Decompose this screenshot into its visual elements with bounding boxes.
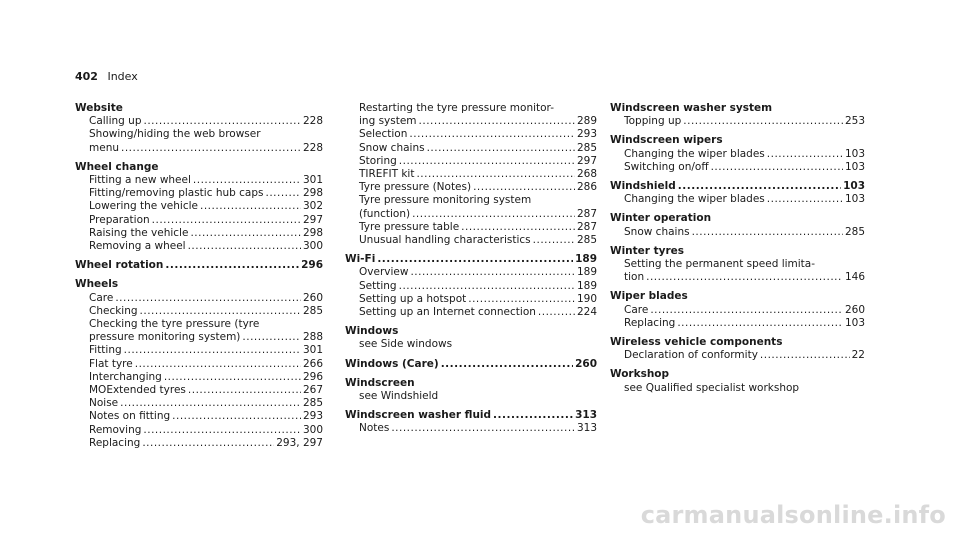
subentry-line [624,258,865,271]
page-ref: 266 [302,357,323,370]
index-subentry [75,187,323,200]
subentry-line [624,317,865,330]
index-subentry [610,382,865,395]
index-subentry [345,266,597,279]
index-entry [345,102,597,247]
page-ref: 298 [302,226,323,239]
subentry-text: Setting up an Internet connection [359,306,536,319]
index-subentry [345,338,597,351]
subentry-line [359,181,597,194]
index-heading [345,377,597,390]
index-heading [610,245,865,258]
index-subentry [610,193,865,206]
index-heading-text: Wheel rotation [75,259,164,272]
subentry-text: Snow chains [359,141,425,154]
dot-leader [427,142,575,155]
subentry-line [359,266,597,279]
dot-leader [711,161,843,174]
index-entry [345,358,597,371]
dot-leader [142,437,274,450]
subentry-text: Setting the permanent speed limita- [624,258,816,271]
index-entry [610,180,865,206]
index-subentry [345,128,597,141]
index-subentry [610,304,865,317]
dot-leader [120,397,301,410]
index-heading [345,253,597,266]
subentry-line [89,128,323,141]
page-ref: 298 [302,187,323,200]
page-ref: 285 [576,141,597,154]
index-subentry [75,200,323,213]
subentry-line [359,155,597,168]
dot-leader [646,271,843,284]
subentry-line [89,331,323,344]
subentry-text: MOExtended tyres [89,384,186,397]
index-heading-text: Website [75,102,123,114]
page-ref: 302 [302,200,323,213]
subentry-text: Restarting the tyre pressure monitor- [359,102,554,114]
index-heading [610,180,865,193]
subentry-text: Preparation [89,213,150,226]
subentry-text: Declaration of conformity [624,349,758,362]
dot-leader [493,409,573,422]
subentry-line [359,234,597,247]
subentry-line [624,115,865,128]
index-heading [610,102,865,115]
page-ref: 228 [302,141,323,154]
dot-leader [152,214,301,227]
subentry-line [359,390,597,403]
subentry-line [359,280,597,293]
dot-leader [461,221,575,234]
subentry-line [624,193,865,206]
dot-leader [468,293,575,306]
subentry-text: Removing [89,423,142,436]
page-ref: 267 [302,384,323,397]
index-heading-text: Windscreen washer system [610,102,773,114]
dot-leader [200,200,301,213]
subentry-text: Tyre pressure (Notes) [359,181,472,194]
subentry-text: Changing the wiper blades [624,193,765,206]
index-heading [610,290,865,303]
page-ref: 189 [575,253,597,266]
subentry-line [359,306,597,319]
subentry-line [624,226,865,239]
subentry-line [89,115,323,128]
dot-leader [164,371,301,384]
page-ref: 268 [576,168,597,181]
subentry-line [89,397,323,410]
dot-leader [399,280,575,293]
dot-leader [242,331,301,344]
subentry-text: Fitting a new wheel [89,174,191,187]
subentry-line [359,194,597,207]
page-ref: 297 [576,154,597,167]
subentry-line [89,410,323,423]
subentry-line [89,200,323,213]
subentry-text: see Qualified specialist workshop [624,381,800,394]
dot-leader [121,142,301,155]
dot-leader [677,317,843,330]
dot-leader [265,187,300,200]
index-heading-text: Windows (Care) [345,357,439,370]
subentry-line [624,304,865,317]
subentry-line [624,161,865,174]
subentry-text: Checking [89,304,138,317]
page-ref: 301 [302,344,323,357]
page-ref: 228 [302,115,323,128]
dot-leader [533,234,575,247]
subentry-line [89,318,323,331]
dot-leader [538,306,575,319]
index-column-1 [75,102,323,456]
index-column-2 [345,102,597,442]
subentry-text: TIREFIT kit [359,168,415,181]
subentry-text: Unusual handling characteristics [359,234,531,247]
dot-leader [140,305,301,318]
page-ref: 293 [302,410,323,423]
page-ref: 103 [843,180,865,193]
index-entry [345,253,597,319]
subentry-line [89,174,323,187]
page-number: 402 [75,70,98,83]
index-subentry [345,390,597,403]
page-ref: 260 [844,303,865,316]
subentry-text: Tyre pressure table [359,220,460,233]
subentry-line [89,344,323,357]
subentry-text: Noise [89,397,119,410]
subentry-line [359,221,597,234]
index-subentry [75,371,323,384]
index-subentry [75,128,323,154]
subentry-line [359,338,597,351]
index-subentry [345,168,597,181]
subentry-text: Raising the vehicle [89,226,189,239]
index-subentry [75,358,323,371]
dot-leader [377,253,573,266]
subentry-text: Selection [359,128,408,141]
subentry-text: Calling up [89,115,142,128]
index-heading-text: Windscreen wipers [610,134,723,147]
page-ref: 103 [844,160,865,173]
dot-leader [172,410,301,423]
index-heading [345,358,597,371]
subentry-line [359,422,597,435]
subentry-line [624,148,865,161]
dot-leader [419,115,575,128]
dot-leader [441,358,573,371]
subentry-text: Overview [359,266,409,279]
page-ref: 260 [302,291,323,304]
subentry-text: Setting up a hotspot [359,292,467,305]
index-subentry [345,422,597,435]
subentry-text: Interchanging [89,370,162,383]
subentry-line [359,102,597,115]
dot-leader [412,208,575,221]
page-title: Index [107,70,138,83]
subentry-line [89,384,323,397]
page-ref: 285 [844,225,865,238]
dot-leader [409,128,575,141]
dot-leader [188,240,301,253]
subentry-line [359,128,597,141]
dot-leader [135,358,301,371]
index-entry [345,409,597,435]
index-heading [345,325,597,338]
index-heading [610,336,865,349]
index-subentry [345,194,597,220]
index-heading [75,161,323,174]
index-heading [345,409,597,422]
index-heading-text: Windscreen washer fluid [345,409,492,422]
index-subentry [345,155,597,168]
dot-leader [144,115,301,128]
index-subentry [75,410,323,423]
subentry-line [89,424,323,437]
page-ref: 289 [576,115,597,128]
page-ref: 301 [302,174,323,187]
subentry-text: Snow chains [624,225,690,238]
index-subentry [610,349,865,362]
subentry-text: Setting [359,279,397,292]
index-heading-text: Workshop [610,368,670,381]
index-entry [75,259,323,272]
page-ref: 190 [576,292,597,305]
index-entry [75,161,323,253]
subentry-line [89,371,323,384]
index-subentry [345,280,597,293]
index-subentry [75,397,323,410]
index-entry [610,290,865,330]
index-heading [610,212,865,225]
dot-leader [193,174,301,187]
index-heading-text: Wheels [75,278,119,291]
page-ref: 285 [302,304,323,317]
index-subentry [75,318,323,344]
index-heading [75,259,323,272]
subentry-line [89,358,323,371]
subentry-text: Replacing [624,316,676,329]
page-ref: 293 [576,128,597,141]
subentry-text: Care [89,291,114,304]
index-heading-text: Winter operation [610,212,712,225]
page-ref: 293, 297 [276,436,323,449]
subentry-line [624,271,865,284]
index-entry [610,102,865,128]
index-subentry [75,344,323,357]
subentry-text: (function) [359,207,411,220]
page-ref: 146 [844,271,865,284]
subentry-text: Notes on fitting [89,410,171,423]
subentry-text: ing system [359,115,417,128]
watermark: carmanualsonline.info [640,501,946,529]
page-ref: 300 [302,240,323,253]
dot-leader [143,424,301,437]
dot-leader [391,422,575,435]
index-subentry [75,437,323,450]
subentry-text: pressure monitoring system) [89,331,241,344]
dot-leader [399,155,575,168]
index-heading-text: Winter tyres [610,244,685,257]
index-subentry [75,424,323,437]
index-subentry [345,306,597,319]
index-subentry [610,115,865,128]
index-subentry [345,181,597,194]
index-column-3 [610,102,865,401]
index-subentry [610,258,865,284]
page-ref: 313 [575,409,597,422]
subentry-text: tion [624,271,645,284]
subentry-text: Lowering the vehicle [89,200,198,213]
subentry-line [89,142,323,155]
page-ref: 260 [575,357,597,370]
index-subentry [345,102,597,128]
index-subentry [610,161,865,174]
index-subentry [75,214,323,227]
index-subentry [610,317,865,330]
index-subentry [345,221,597,234]
index-subentry [75,115,323,128]
index-heading-text: Windscreen [345,376,415,389]
page-ref: 189 [576,266,597,279]
dot-leader [767,148,843,161]
dot-leader [190,227,301,240]
page-ref: 189 [576,279,597,292]
index-heading [75,278,323,291]
subentry-text: Fitting [89,344,122,357]
subentry-text: Changing the wiper blades [624,147,765,160]
page-ref: 285 [576,234,597,247]
subentry-text: Fitting/removing plastic hub caps [89,187,264,200]
index-subentry [75,305,323,318]
page-ref: 103 [844,316,865,329]
subentry-line [359,168,597,181]
subentry-text: Topping up [624,115,682,128]
dot-leader [473,181,575,194]
subentry-line [624,349,865,362]
subentry-line [359,208,597,221]
page-ref: 285 [302,397,323,410]
subentry-text: Tyre pressure monitoring system [359,194,532,207]
index-heading-text: Wheel change [75,160,159,173]
index-heading-text: Windows [345,325,399,338]
page-ref: 22 [851,349,865,362]
index-heading [75,102,323,115]
index-subentry [610,148,865,161]
page-ref: 103 [844,193,865,206]
page-header [75,70,138,84]
index-entry [345,325,597,351]
subentry-line [89,292,323,305]
subentry-line [89,187,323,200]
dot-leader [650,304,843,317]
index-subentry [345,293,597,306]
dot-leader [188,384,301,397]
index-heading [610,368,865,381]
index-subentry [345,142,597,155]
index-heading-text: Wiper blades [610,290,688,303]
page-ref: 103 [844,147,865,160]
page-ref: 287 [576,220,597,233]
index-entry [610,336,865,362]
subentry-text: Replacing [89,436,141,449]
subentry-line [89,214,323,227]
index-entry [610,368,865,394]
subentry-line [89,437,323,450]
index-heading-text: Wi-Fi [345,253,376,266]
index-entry [345,377,597,403]
page-ref: 296 [302,370,323,383]
subentry-line [359,293,597,306]
index-entry [610,212,865,238]
index-entry [610,245,865,285]
dot-leader [683,115,843,128]
page-ref: 287 [576,207,597,220]
dot-leader [760,349,850,362]
index-subentry [610,226,865,239]
page-ref: 297 [302,213,323,226]
subentry-text: Flat tyre [89,357,133,370]
index-heading [610,134,865,147]
subentry-line [89,305,323,318]
subentry-line [89,227,323,240]
page-ref: 253 [844,115,865,128]
index-entry [75,102,323,155]
dot-leader [767,193,843,206]
page-ref: 313 [576,422,597,435]
subentry-text: Showing/hiding the web browser [89,128,261,141]
page-ref: 296 [301,259,323,272]
page-ref: 286 [576,181,597,194]
subentry-text: Care [624,303,649,316]
dot-leader [678,180,841,193]
subentry-text: Checking the tyre pressure (tyre [89,318,260,331]
index-subentry [75,384,323,397]
dot-leader [692,226,843,239]
index-subentry [345,234,597,247]
index-heading-text: Wireless vehicle components [610,336,783,349]
subentry-line [624,382,865,395]
index-subentry [75,227,323,240]
subentry-text: Removing a wheel [89,240,186,253]
subentry-text: Notes [359,422,390,435]
subentry-line [359,115,597,128]
subentry-text: Storing [359,154,397,167]
subentry-text: Switching on/off [624,160,709,173]
dot-leader [410,266,575,279]
index-subentry [75,240,323,253]
subentry-text: menu [89,141,119,154]
subentry-text: see Side windows [359,338,453,351]
index-heading-text: Windshield [610,180,676,193]
index-entry [75,278,323,450]
index-entry [610,134,865,174]
index-subentry [75,174,323,187]
subentry-line [89,240,323,253]
dot-leader [115,292,301,305]
page-ref: 224 [576,306,597,319]
index-subentry [75,292,323,305]
dot-leader [165,259,299,272]
subentry-text: see Windshield [359,390,439,403]
page-ref: 288 [302,331,323,344]
subentry-line [359,142,597,155]
dot-leader [124,344,301,357]
dot-leader [416,168,575,181]
page-ref: 300 [302,423,323,436]
